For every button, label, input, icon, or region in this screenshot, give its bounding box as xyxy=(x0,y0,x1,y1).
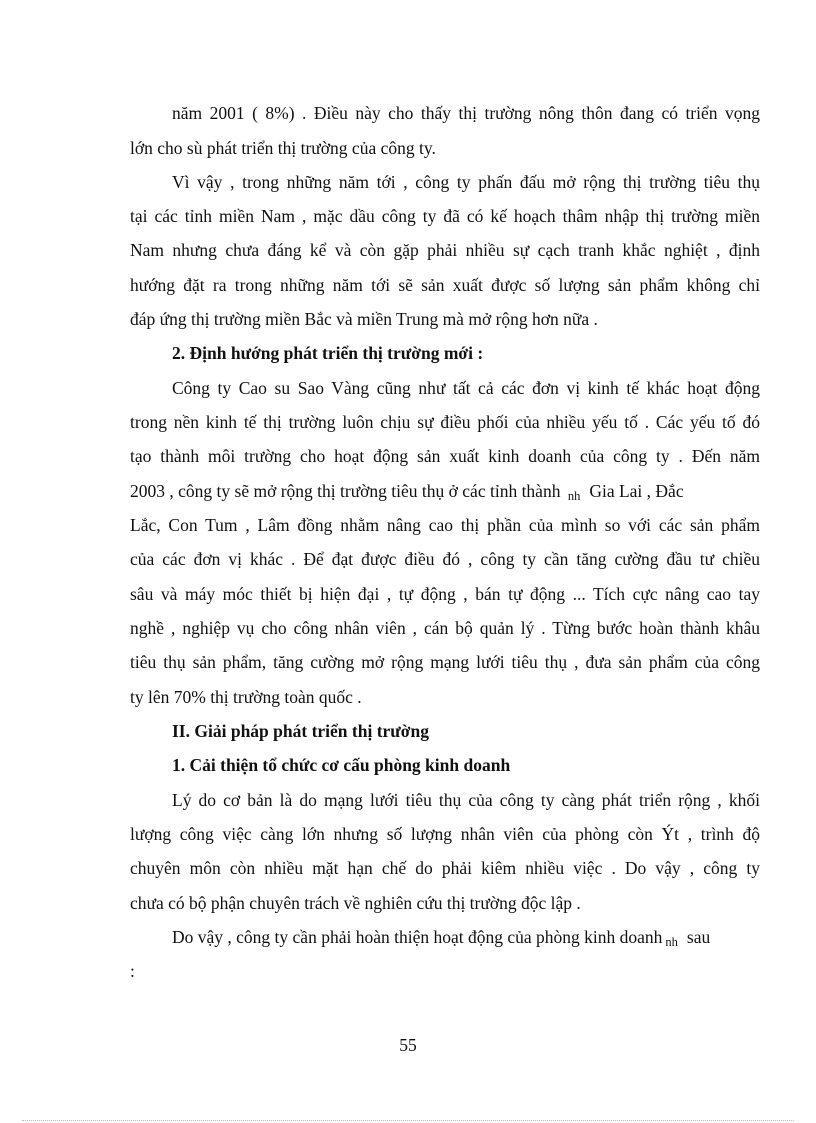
subscript-fragment: nh xyxy=(665,935,678,949)
page-bottom-divider xyxy=(22,1120,794,1121)
paragraph-line: Công ty Cao su Sao Vàng cũng như tất cả các đơn vị kinh tế khác hoạt động xyxy=(172,378,760,398)
paragraph-line: ty lên 70% thị trường toàn quốc . xyxy=(130,687,362,707)
paragraph-line: trong nền kinh tế thị trường luôn chịu sự điều phối của nhiều yếu tố . Các yếu tố đó xyxy=(130,412,760,432)
paragraph-line: lượng công việc càng lớn nhưng số lượng nhân viên của phòng còn Ýt , trình độ xyxy=(130,824,760,844)
line-text: Gia Lai , Đắc xyxy=(589,481,684,501)
page-number: 55 xyxy=(399,1035,417,1055)
paragraph-line: của các đơn vị khác . Để đạt được điều đó , công ty cần tăng cường đầu tư chiều xyxy=(130,549,760,569)
paragraph-line: tiêu thụ sản phẩm, tăng cường mở rộng mạng lưới tiêu thụ , đưa sản phẩm của công xyxy=(130,652,760,672)
paragraph-line: năm 2001 ( 8%) . Điều này cho thấy thị trường nông thôn đang có triển vọng xyxy=(172,103,760,123)
paragraph-line xyxy=(130,479,760,508)
line-text: 2003 , công ty sẽ mở rộng thị trường tiêu thụ ở các tỉnh thành xyxy=(130,481,561,501)
paragraph-line: chuyên môn còn nhiều mặt hạn chế do phải kiêm nhiều việc . Do vậy , công ty xyxy=(130,858,760,878)
paragraph-line: lớn cho sù phát triển thị trường của công ty. xyxy=(130,138,436,158)
subsection-heading: 1. Cải thiện tổ chức cơ cấu phòng kinh doanh xyxy=(172,755,511,775)
paragraph-line: hướng đặt ra trong những năm tới sẽ sản xuất được số lượng sản phẩm không chỉ xyxy=(130,275,760,295)
section-heading: 2. Định hướng phát triển thị trường mới : xyxy=(172,343,484,363)
paragraph-line: tạo thành môi trường cho hoạt động sản xuất kinh doanh của công ty . Đến năm xyxy=(130,446,760,466)
paragraph-line: Lắc, Con Tum , Lâm đồng nhằm nâng cao thị phần của mình so với các sản phẩm xyxy=(130,515,760,535)
line-text: sau xyxy=(686,927,711,947)
section-heading: II. Giải pháp phát triển thị trường xyxy=(172,721,429,741)
paragraph-line: Vì vậy , trong những năm tới , công ty phấn đấu mở rộng thị trường tiêu thụ xyxy=(172,172,760,192)
paragraph-line: Nam nhưng chưa đáng kể và còn gặp phải nhiều sự cạch tranh khắc nghiệt , định xyxy=(130,240,760,260)
paragraph-line xyxy=(172,925,802,954)
paragraph-line: Lý do cơ bản là do mạng lưới tiêu thụ của công ty càng phát triển rộng , khối xyxy=(172,790,760,810)
paragraph-line: tại các tỉnh miền Nam , mặc dầu công ty đã có kế hoạch thâm nhập thị trường miền xyxy=(130,206,760,226)
paragraph-line: : xyxy=(130,961,135,981)
paragraph-line: đáp ứng thị trường miền Bắc và miền Trung mà mở rộng hơn nữa . xyxy=(130,309,598,329)
line-text: Do vậy , công ty cần phải hoàn thiện hoạt động của phòng kinh doanh xyxy=(172,927,663,947)
paragraph-line: sâu và máy móc thiết bị hiện đại , tự động , bán tự động ... Tích cực nâng cao tay xyxy=(130,584,760,604)
subscript-fragment: nh xyxy=(567,489,581,503)
paragraph-line: chưa có bộ phận chuyên trách về nghiên cứu thị trường độc lập . xyxy=(130,893,581,913)
paragraph-line: nghề , nghiệp vụ cho công nhân viên , cán bộ quản lý . Từng bước hoàn thành khâu xyxy=(130,618,760,638)
